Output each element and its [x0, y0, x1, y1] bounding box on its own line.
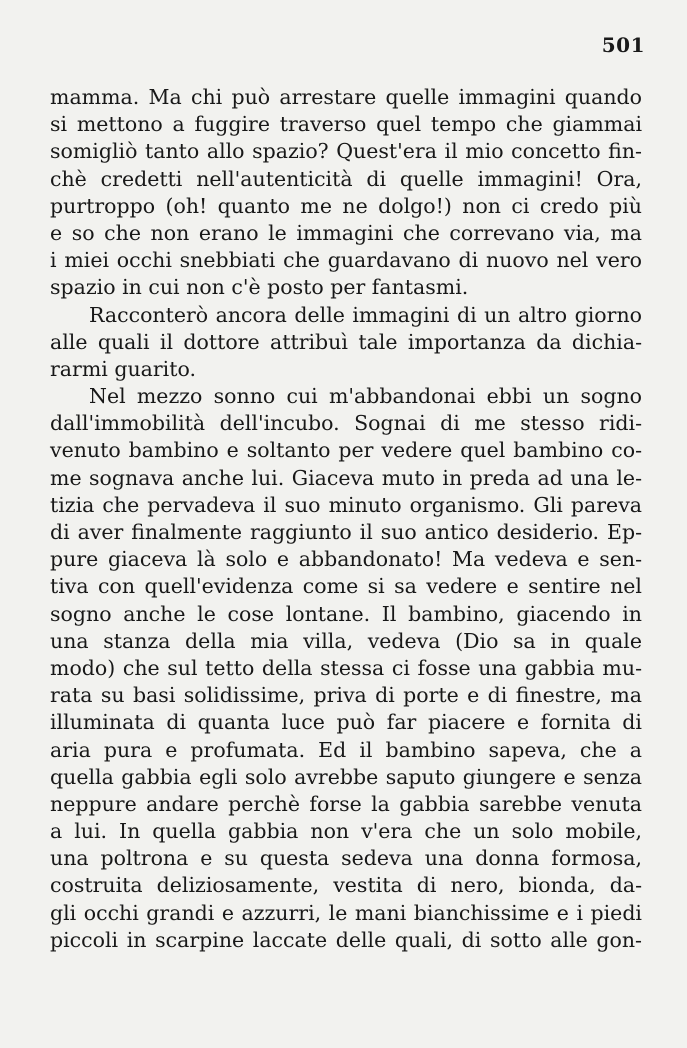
text-line: sogno anche le cose lontane. Il bambino, giacendo in [50, 601, 642, 626]
text-line: spazio in cui non c'è posto per fantasmi. [50, 275, 469, 300]
text-line: mamma. Ma chi può arrestare quelle immagini quando [50, 85, 642, 109]
text-line: una stanza della mia villa, vedeva (Dio sa in quale [50, 628, 642, 653]
text-line: Nel mezzo sonno cui m'abbandonai ebbi un sogno [89, 384, 642, 409]
text-line: i miei occhi snebbiati che guardavano di nuovo nel vero [50, 248, 642, 273]
text-line: Racconterò ancora delle immagini di un altro giorno [89, 302, 642, 327]
text-line: rata su basi solidissime, priva di porte e di finestre, ma [50, 683, 642, 708]
text-line: purtroppo (oh! quanto me ne dolgo!) non ci credo più [50, 193, 642, 218]
text-line: a lui. In quella gabbia non v'era che un solo mobile, [50, 819, 642, 844]
text-line: chè credetti nell'autenticità di quelle immagini! Ora, [50, 166, 642, 191]
text-line: dall'immobilità dell'incubo. Sognai di me stesso ridi- [50, 411, 642, 436]
text-line: si mettono a fuggire traverso quel tempo che giammai [50, 112, 642, 137]
text-line: costruita deliziosamente, vestita di nero, bionda, da- [50, 873, 642, 898]
text-line: me sognava anche lui. Giaceva muto in preda ad una le- [50, 465, 642, 490]
text-line: aria pura e profumata. Ed il bambino sapeva, che a [50, 737, 642, 762]
text-line: tiva con quell'evidenza come si sa vedere e sentire nel [50, 574, 642, 599]
text-line: neppure andare perchè forse la gabbia sarebbe venuta [50, 791, 642, 816]
text-line: quella gabbia egli solo avrebbe saputo giungere e senza [50, 764, 642, 789]
text-line: somigliò tanto allo spazio? Quest'era il mio concetto fin- [50, 139, 642, 164]
text-line: rarmi guarito. [50, 356, 196, 381]
text-line: piccoli in scarpine laccate delle quali, di sotto alle gon- [50, 927, 642, 952]
text-line: una poltrona e su questa sedeva una donna formosa, [50, 846, 642, 871]
text-line: alle quali il dottore attribuì tale importanza da dichia- [50, 329, 642, 354]
text-line: gli occhi grandi e azzurri, le mani bianchissime e i piedi [50, 900, 642, 925]
text-line: tizia che pervadeva il suo minuto organismo. Gli pareva [50, 492, 642, 517]
text-line: illuminata di quanta luce può far piacere e fornita di [50, 710, 642, 735]
body-text [50, 84, 642, 954]
text-line: modo) che sul tetto della stessa ci fosse una gabbia mu- [50, 655, 642, 680]
text-line: e so che non erano le immagini che correvano via, ma [50, 220, 642, 245]
text-line: venuto bambino e soltanto per vedere quel bambino co- [50, 438, 642, 463]
page-number: 501 [601, 33, 645, 57]
text-line: di aver finalmente raggiunto il suo antico desiderio. Ep- [50, 520, 642, 544]
text-line: pure giaceva là solo e abbandonato! Ma vedeva e sen- [50, 547, 642, 572]
